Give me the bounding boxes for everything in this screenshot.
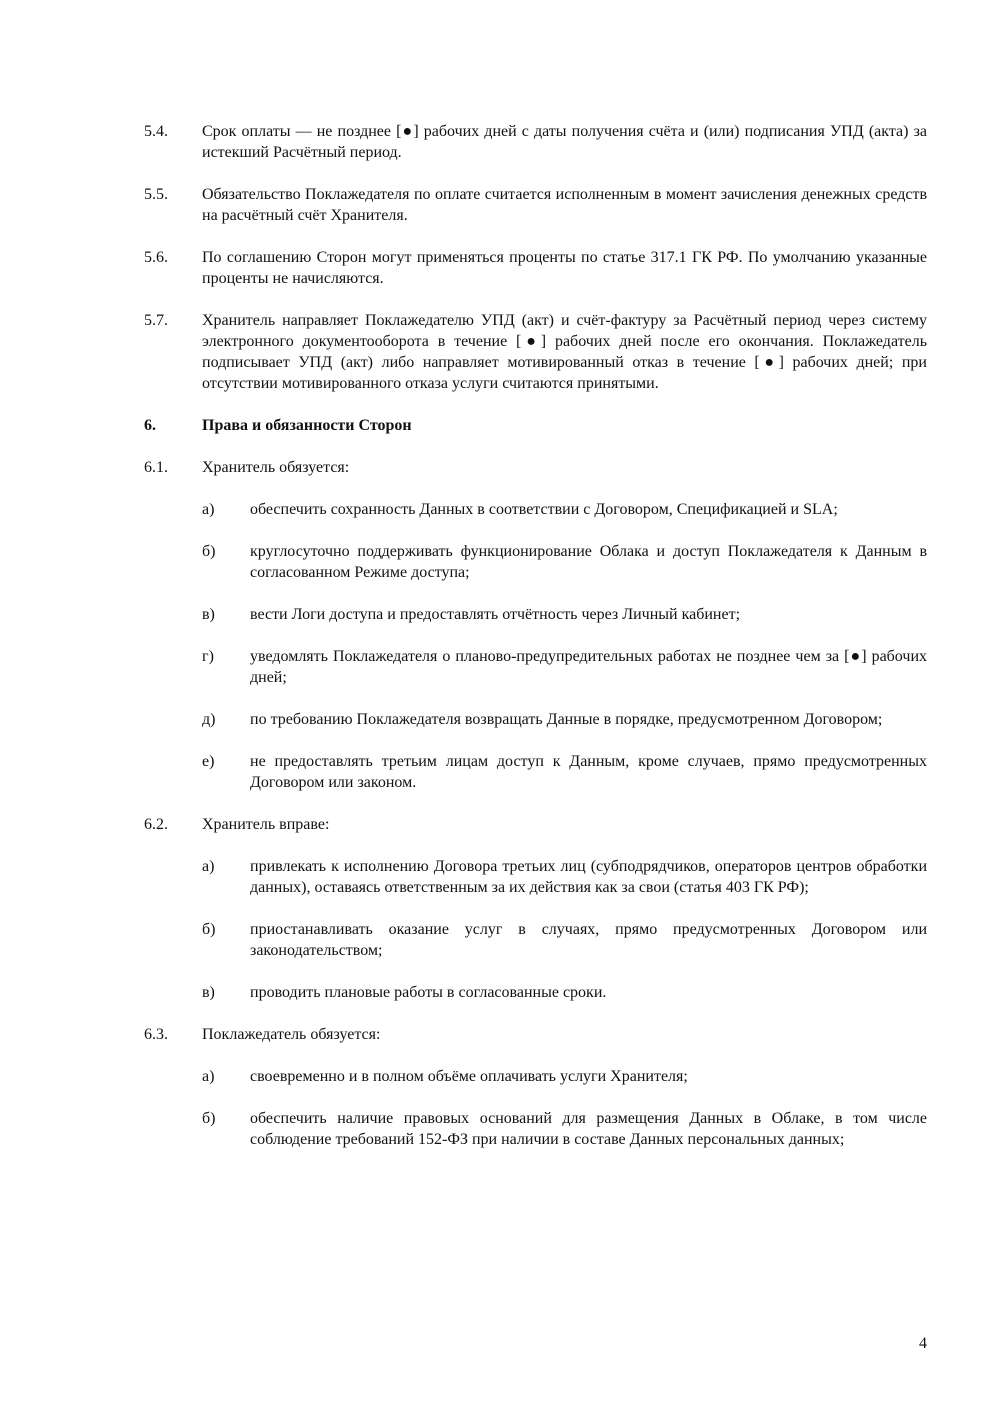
list-item-text: своевременно и в полном объёме оплачивать услуги Хранителя; [250, 1068, 688, 1085]
clause-number: 5.5. [144, 186, 168, 203]
clause-number: 5.7. [144, 312, 168, 329]
list-item-label: в) [202, 984, 215, 1001]
clause-6-2 [144, 814, 927, 835]
section-title: Права и обязанности Сторон [202, 417, 412, 434]
list-item [202, 919, 927, 961]
clause-number: 6.3. [144, 1026, 168, 1043]
page-content [144, 121, 927, 1171]
page-number: 4 [919, 1335, 927, 1352]
list-item-label: б) [202, 1110, 216, 1127]
clause-text: Хранитель направляет Поклажедателю УПД (акт) и счёт-фактуру за Расчётный период через систему электронного документооборота в течение [●] рабочих дней после его окончания. Поклажедатель подписывает УПД (акт) либо направляет мотивированный отказ в течение [●] рабочих дней; при отсутствии мотивированного отказа услуги считаются принятыми. [202, 312, 927, 392]
clause-text: Срок оплаты — не позднее [●] рабочих дней с даты получения счёта и (или) подписания УПД (акта) за истекший Расчётный период. [202, 123, 927, 161]
list-item-text: уведомлять Поклажедателя о планово-предупредительных работах не позднее чем за [●] рабочих дней; [250, 648, 927, 686]
list-item [202, 1066, 927, 1087]
list-item-text: по требованию Поклажедателя возвращать Данные в порядке, предусмотренном Договором; [250, 711, 883, 728]
list-item-text: проводить плановые работы в согласованные сроки. [250, 984, 607, 1001]
list-item [202, 1108, 927, 1150]
clause-6-3 [144, 1024, 927, 1045]
clause-5-7 [144, 310, 927, 394]
list-item-text: обеспечить сохранность Данных в соответствии с Договором, Спецификацией и SLA; [250, 501, 838, 518]
list-item-label: е) [202, 753, 215, 770]
clause-text: Обязательство Поклажедателя по оплате считается исполненным в момент зачисления денежных средств на расчётный счёт Хранителя. [202, 186, 927, 224]
section-number: 6. [144, 417, 156, 434]
clause-5-6 [144, 247, 927, 289]
clause-text: Хранитель обязуется: [202, 459, 350, 476]
list-item-text: привлекать к исполнению Договора третьих лиц (субподрядчиков, операторов центров обработки данных), оставаясь ответственным за их действия как за свои (статья 403 ГК РФ); [250, 858, 927, 896]
list-item-text: не предоставлять третьим лицам доступ к Данным, кроме случаев, прямо предусмотренных Договором или законом. [250, 753, 927, 791]
section-heading-6 [144, 415, 927, 436]
clause-number: 5.4. [144, 123, 168, 140]
list-item-label: а) [202, 858, 215, 875]
clause-text: Хранитель вправе: [202, 816, 330, 833]
list-item [202, 499, 927, 520]
list-item-label: б) [202, 543, 216, 560]
list-item-text: вести Логи доступа и предоставлять отчётность через Личный кабинет; [250, 606, 741, 623]
clause-6-1 [144, 457, 927, 478]
list-item-label: б) [202, 921, 216, 938]
list-item [202, 604, 927, 625]
clause-text: По соглашению Сторон могут применяться проценты по статье 317.1 ГК РФ. По умолчанию указанные проценты не начисляются. [202, 249, 927, 287]
clause-number: 6.2. [144, 816, 168, 833]
clause-number: 5.6. [144, 249, 168, 266]
clause-text: Поклажедатель обязуется: [202, 1026, 381, 1043]
list-item [202, 541, 927, 583]
list-item-label: а) [202, 1068, 215, 1085]
list-item-label: в) [202, 606, 215, 623]
list-item [202, 751, 927, 793]
list-item [202, 709, 927, 730]
list-item [202, 982, 927, 1003]
clause-number: 6.1. [144, 459, 168, 476]
list-item [202, 856, 927, 898]
list-item [202, 646, 927, 688]
list-item-label: а) [202, 501, 215, 518]
clause-5-4 [144, 121, 927, 163]
list-item-text: круглосуточно поддерживать функционирование Облака и доступ Поклажедателя к Данным в согласованном Режиме доступа; [250, 543, 927, 581]
list-item-text: обеспечить наличие правовых оснований для размещения Данных в Облаке, в том числе соблюдение требований 152-ФЗ при наличии в составе Данных персональных данных; [250, 1110, 927, 1148]
clause-5-5 [144, 184, 927, 226]
list-item-label: д) [202, 711, 216, 728]
list-item-label: г) [202, 648, 214, 665]
list-item-text: приостанавливать оказание услуг в случаях, прямо предусмотренных Договором или законодательством; [250, 921, 927, 959]
